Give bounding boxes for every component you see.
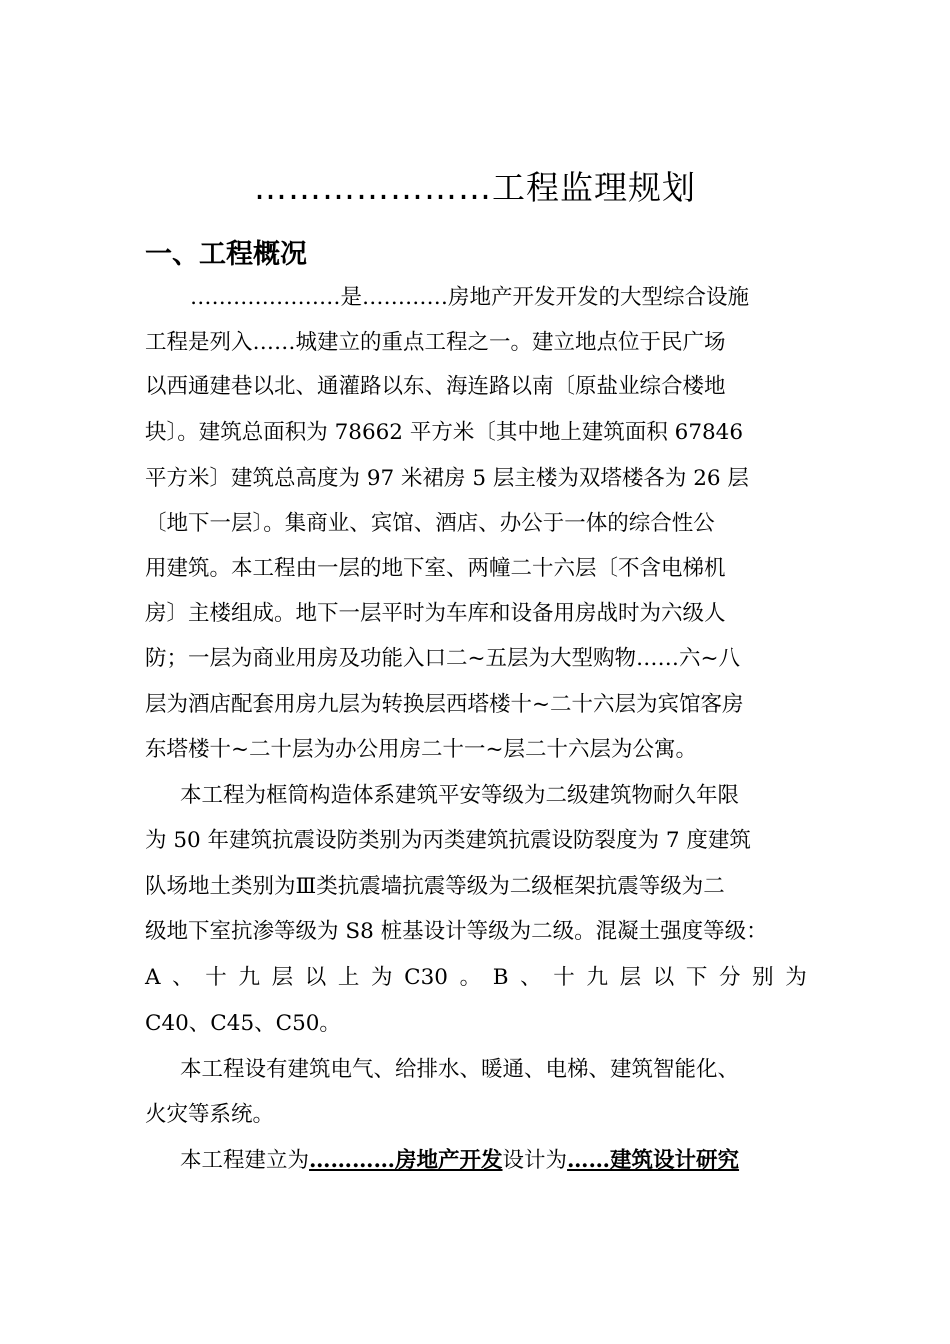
- paragraph-line: 东塔楼十~二十层为办公用房二十一~层二十六层为公寓。: [145, 737, 698, 762]
- paragraph-line: 以西通建巷以北、通灌路以东、海连路以南〔原盐业综合楼地: [145, 374, 726, 399]
- text-token: 分: [719, 965, 741, 990]
- text-token: 下: [685, 965, 708, 990]
- paragraph-line: 平方米〕建筑总高度为 97 米裙房 5 层主楼为双塔楼各为 26 层: [145, 466, 749, 491]
- text-token: 为: [785, 965, 807, 990]
- underlined-text: …………房地产开发: [309, 1148, 503, 1173]
- text-token: 九: [238, 965, 260, 990]
- justified-line: [145, 963, 807, 993]
- paragraph-line: 队场地土类别为Ⅲ类抗震墙抗震等级为二级框架抗震等级为二: [145, 874, 725, 899]
- document-title: …………………工程监理规划: [254, 168, 696, 207]
- text-token: 十: [553, 965, 575, 990]
- paragraph-line: 级地下室抗渗等级为 S8 桩基设计等级为二级。混凝土强度等级：: [145, 919, 768, 944]
- paragraph-line: 工程是列入……城建立的重点工程之一。建立地点位于民广场: [145, 330, 726, 355]
- section-heading: 一、工程概况: [145, 239, 307, 270]
- text-token: 上: [337, 965, 360, 990]
- text-token: B: [492, 965, 509, 990]
- paragraph-line: 防；一层为商业用房及功能入口二~五层为大型购物……六~八: [145, 646, 741, 671]
- paragraph-line: 用建筑。本工程由一层的地下室、两幢二十六层〔不含电梯机: [145, 556, 726, 581]
- text-token: 层: [619, 965, 642, 990]
- paragraph-line: 本工程设有建筑电气、给排水、暖通、电梯、建筑智能化、: [180, 1057, 740, 1082]
- text-token: 九: [586, 965, 608, 990]
- text-token: 为: [371, 965, 393, 990]
- text-run: 本工程建立为: [180, 1148, 310, 1173]
- text-token: 层: [271, 965, 294, 990]
- paragraph-line: 层为酒店配套用房九层为转换层西塔楼十~二十六层为宾馆客房: [145, 692, 744, 717]
- text-token: 别: [752, 965, 774, 990]
- text-token: 以: [304, 965, 327, 990]
- paragraph-line: 火灾等系统。: [145, 1102, 275, 1127]
- text-token: 十: [205, 965, 227, 990]
- paragraph-line: C40、C45、C50。: [145, 1011, 341, 1036]
- text-token: C30: [404, 965, 448, 990]
- text-run: 设计为: [502, 1148, 568, 1173]
- paragraph-line: 房〕主楼组成。地下一层平时为车库和设备用房战时为六级人: [145, 601, 726, 626]
- text-token: 以: [652, 965, 675, 990]
- paragraph-line: 〔地下一层〕。集商业、宾馆、酒店、办公于一体的综合性公: [145, 511, 715, 536]
- paragraph-line: [180, 1146, 807, 1176]
- text-token: 。: [459, 965, 482, 990]
- paragraph-line: 本工程为框筒构造体系建筑平安等级为二级建筑物耐久年限: [180, 783, 740, 808]
- text-token: A: [145, 965, 161, 990]
- text-token: 、: [520, 965, 542, 990]
- text-token: 、: [172, 965, 194, 990]
- paragraph-line: 块〕。建筑总面积为 78662 平方米〔其中地上建筑面积 67846: [145, 420, 744, 445]
- paragraph-line: …………………是…………房地产开发开发的大型综合设施: [190, 285, 750, 310]
- paragraph-line: 为 50 年建筑抗震设防类别为丙类建筑抗震设防裂度为 7 度建筑: [145, 828, 751, 853]
- underlined-text: ……建筑设计研究: [567, 1148, 740, 1173]
